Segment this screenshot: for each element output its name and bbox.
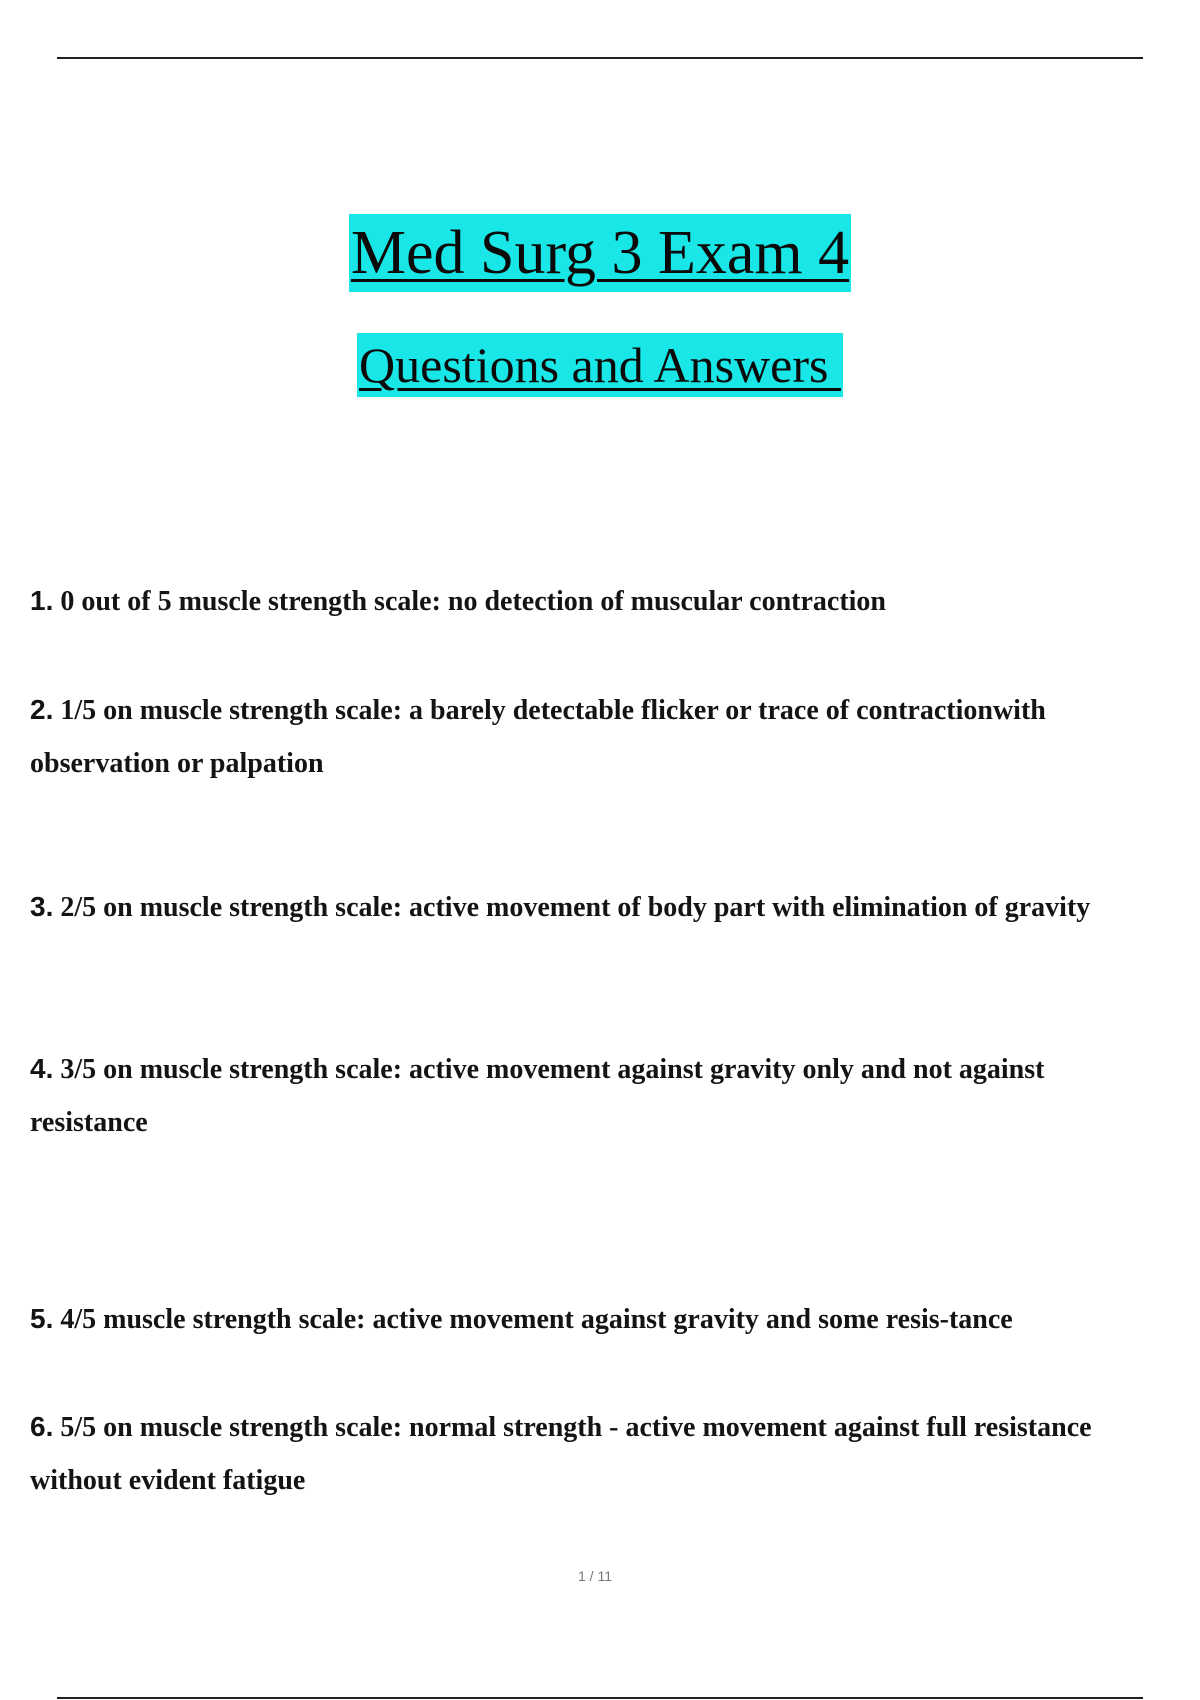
qa-item-text: 1/5 on muscle strength scale: a barely detectable flicker or trace of contractionwith observation or palpation (30, 695, 1046, 779)
qa-item-number: 5. (30, 1303, 54, 1334)
qa-item-text: 5/5 on muscle strength scale: normal strength - active movement against full resistance without evident fatigue (30, 1412, 1092, 1496)
qa-item-text: 4/5 muscle strength scale: active movement against gravity and some resis-tance (53, 1304, 1013, 1335)
qa-item-number: 4. (30, 1053, 54, 1084)
page-indicator: 1 / 11 (578, 1568, 612, 1584)
qa-item-text: 0 out of 5 muscle strength scale: no detection of muscular contraction (53, 586, 887, 617)
qa-item-text: 2/5 on muscle strength scale: active movement of body part with elimination of gravity (53, 892, 1091, 923)
qa-item-6 (30, 1400, 1165, 1507)
qa-item-number: 2. (30, 694, 54, 725)
subtitle-block (0, 333, 1200, 397)
document-title: Med Surg 3 Exam 4 (349, 214, 851, 292)
bottom-divider (57, 1697, 1143, 1699)
qa-item-3 (30, 880, 1165, 934)
document-subtitle: Questions and Answers (357, 333, 843, 397)
qa-item-2 (30, 683, 1165, 790)
qa-item-number: 3. (30, 891, 54, 922)
title-block (0, 214, 1200, 292)
qa-item-4 (30, 1042, 1165, 1149)
qa-item-5 (30, 1292, 1165, 1346)
qa-item-text: 3/5 on muscle strength scale: active movement against gravity only and not against resistance (30, 1054, 1045, 1138)
top-divider (57, 57, 1143, 59)
qa-item-number: 1. (30, 585, 54, 616)
qa-item-1 (30, 574, 1165, 628)
qa-item-number: 6. (30, 1411, 54, 1442)
